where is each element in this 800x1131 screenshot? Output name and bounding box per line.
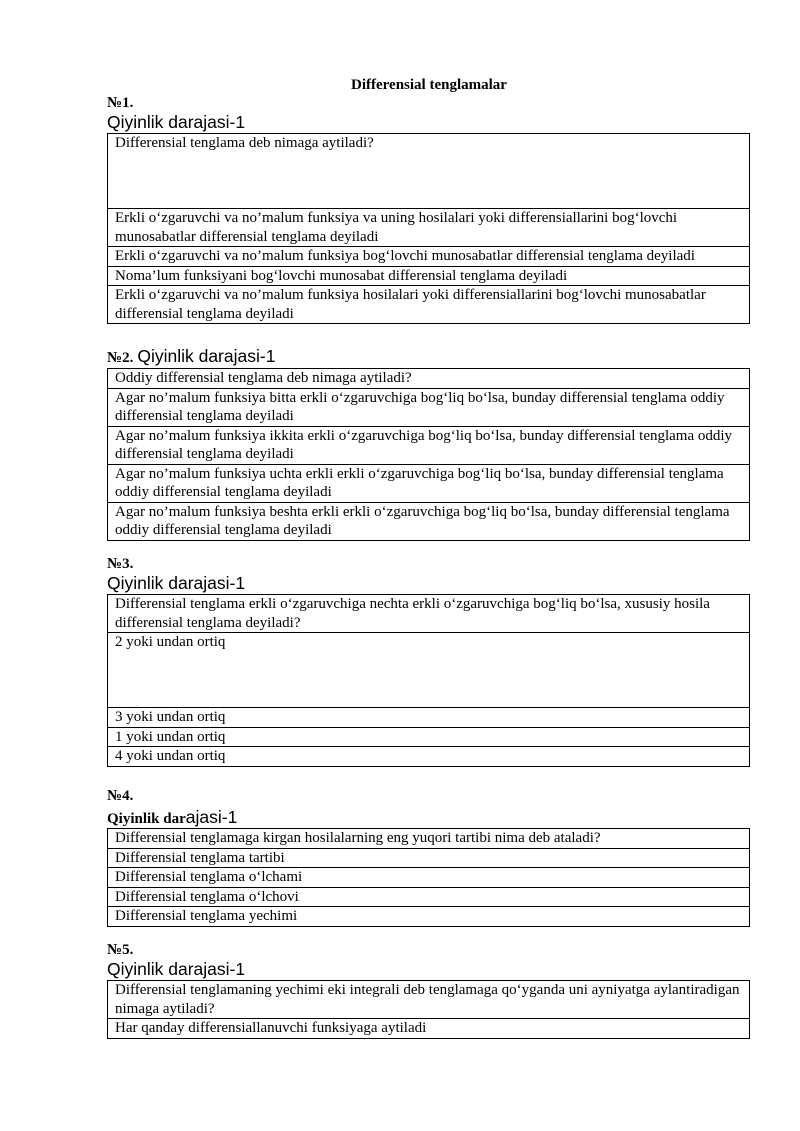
question-header xyxy=(107,346,750,368)
document-title: Differensial tenglamalar xyxy=(351,77,507,93)
answer-option: Har qanday differensiallanuvchi funksiyaga aytiladi xyxy=(108,1019,750,1039)
question-block-3 xyxy=(107,556,750,767)
question-text: Differensial tenglamaning yechimi eki integrali deb tenglamaga qo‘yganda uni ayniyatga aylantiradigan nimaga aytiladi? xyxy=(108,981,750,1019)
answer-option: Differensial tenglama o‘lchovi xyxy=(108,887,750,907)
answer-option: 4 yoki undan ortiq xyxy=(108,747,750,767)
question-block-4 xyxy=(107,788,750,927)
question-table xyxy=(107,368,750,541)
answer-option: Agar no’malum funksiya uchta erkli erkli o‘zgaruvchiga bog‘liq bo‘lsa, bunday differensial tenglama oddiy differensial tenglama deyiladi xyxy=(108,464,750,502)
question-number: №5. xyxy=(107,942,134,958)
answer-option: Agar no’malum funksiya ikkita erkli o‘zgaruvchiga bog‘liq bo‘lsa, bunday differensial tenglama oddiy differensial tenglama deyiladi xyxy=(108,426,750,464)
answer-option: 1 yoki undan ortiq xyxy=(108,727,750,747)
difficulty-level: Qiyinlik darajasi-1 xyxy=(107,112,246,132)
question-table xyxy=(107,133,750,324)
difficulty-level xyxy=(107,807,750,828)
difficulty-level: Qiyinlik darajasi-1 xyxy=(107,959,246,979)
question-text: Differensial tenglama deb nimaga aytiladi? xyxy=(108,134,750,209)
answer-option: Noma’lum funksiyani bog‘lovchi munosabat differensial tenglama deyiladi xyxy=(108,266,750,286)
question-block-5 xyxy=(107,942,750,1039)
question-table xyxy=(107,980,750,1039)
question-text: Differensial tenglamaga kirgan hosilalarning eng yuqori tartibi nima deb ataladi? xyxy=(108,829,750,849)
difficulty-level-prefix: Qiyinlik dar xyxy=(107,811,186,827)
question-text: Oddiy differensial tenglama deb nimaga aytiladi? xyxy=(108,369,750,389)
answer-option: Agar no’malum funksiya bitta erkli o‘zgaruvchiga bog‘liq bo‘lsa, bunday differensial tenglama oddiy differensial tenglama deyiladi xyxy=(108,388,750,426)
question-number: №3. xyxy=(107,556,134,572)
answer-option: Differensial tenglama yechimi xyxy=(108,907,750,927)
answer-option: 3 yoki undan ortiq xyxy=(108,708,750,728)
answer-option: Differensial tenglama o‘lchami xyxy=(108,868,750,888)
answer-option: 2 yoki undan ortiq xyxy=(108,633,750,708)
question-text: Differensial tenglama erkli o‘zgaruvchiga nechta erkli o‘zgaruvchiga bog‘liq bo‘lsa, xususiy hosila differensial tenglama deyiladi? xyxy=(108,595,750,633)
answer-option: Agar no’malum funksiya beshta erkli erkli o‘zgaruvchiga bog‘liq bo‘lsa, bunday differensial tenglama oddiy differensial tenglama deyiladi xyxy=(108,502,750,540)
difficulty-level-suffix: ajasi-1 xyxy=(185,807,238,827)
question-table xyxy=(107,594,750,767)
answer-option: Erkli o‘zgaruvchi va no’malum funksiya bog‘lovchi munosabatlar differensial tenglama deyiladi xyxy=(108,247,750,267)
question-number: №1. xyxy=(107,95,134,111)
question-number: №2. xyxy=(107,350,134,366)
question-number: №4. xyxy=(107,788,134,804)
answer-option: Erkli o‘zgaruvchi va no’malum funksiya hosilalari yoki differensiallarini bog‘lovchi munosabatlar differensial tenglama deyiladi xyxy=(108,286,750,324)
difficulty-level: Qiyinlik darajasi-1 xyxy=(107,573,246,593)
question-block-2 xyxy=(107,346,750,541)
answer-option: Erkli o‘zgaruvchi va no’malum funksiya va uning hosilalari yoki differensiallarini bog‘lovchi munosabatlar differensial tenglama deyiladi xyxy=(108,209,750,247)
difficulty-level: Qiyinlik darajasi-1 xyxy=(137,346,276,366)
question-table xyxy=(107,828,750,927)
question-block-1 xyxy=(107,95,750,324)
answer-option: Differensial tenglama tartibi xyxy=(108,848,750,868)
